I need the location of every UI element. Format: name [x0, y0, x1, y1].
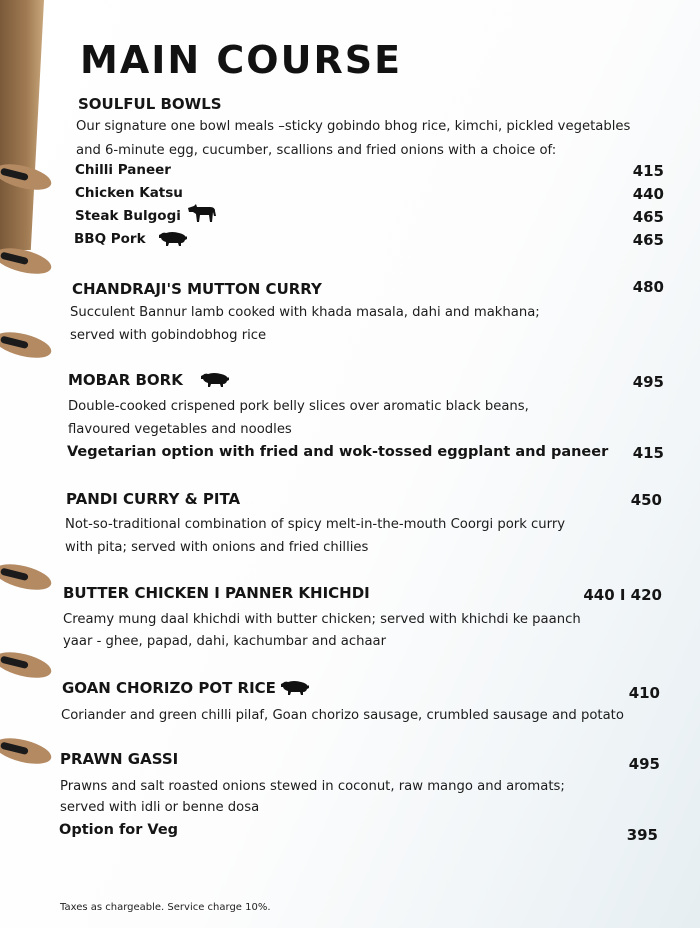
option-label: Chilli Paneer	[75, 162, 171, 178]
dish-description: Our signature one bowl meals –sticky gobindo bhog rice, kimchi, pickled vegetables	[76, 119, 631, 134]
option-label: Steak Bulgogi	[75, 208, 181, 224]
dish-price: 450	[630, 491, 662, 509]
dish-description: Succulent Bannur lamb cooked with khada masala, dahi and makhana;	[70, 305, 540, 320]
dish-price: 440 I 420	[583, 586, 662, 604]
cow-icon	[186, 202, 218, 228]
pig-icon	[280, 678, 310, 700]
dish-description: served with gobindobhog rice	[70, 328, 267, 343]
dish-description: Creamy mung daal khichdi with butter chicken; served with khichdi ke paanch	[63, 612, 581, 627]
dish-price: 480	[632, 278, 664, 296]
dish-price: 495	[632, 373, 664, 391]
dish-price: 410	[628, 684, 660, 702]
footer-note: Taxes as chargeable. Service charge 10%.	[60, 902, 271, 913]
option-price: 465	[632, 231, 664, 249]
dish-name: SOULFUL BOWLS	[78, 95, 222, 113]
binder-spine	[0, 0, 44, 250]
veg-option-price: 415	[632, 444, 664, 462]
pig-icon	[158, 229, 188, 251]
dish-name: MOBAR BORK	[68, 371, 183, 389]
option-price: 465	[632, 208, 664, 226]
dish-description: yaar - ghee, papad, dahi, kachumbar and achaar	[63, 634, 387, 649]
dish-description: Double-cooked crispened pork belly slices over aromatic black beans,	[68, 399, 529, 414]
dish-name: GOAN CHORIZO POT RICE	[62, 679, 276, 697]
veg-option-price: 395	[626, 826, 658, 844]
dish-name: CHANDRAJI'S MUTTON CURRY	[72, 280, 322, 298]
dish-description: Prawns and salt roasted onions stewed in coconut, raw mango and aromats;	[60, 779, 565, 794]
option-price: 440	[632, 185, 664, 203]
option-label: Chicken Katsu	[75, 185, 183, 201]
dish-price: 495	[628, 755, 660, 773]
dish-description: and 6-minute egg, cucumber, scallions and fried onions with a choice of:	[76, 143, 557, 158]
binder-ring	[0, 327, 54, 362]
option-label: BBQ Pork	[74, 231, 146, 247]
option-price: 415	[632, 162, 664, 180]
pig-icon	[200, 370, 230, 392]
dish-description: with pita; served with onions and fried chillies	[65, 540, 369, 555]
binder-ring	[0, 733, 54, 768]
dish-description: Coriander and green chilli pilaf, Goan chorizo sausage, crumbled sausage and potato	[61, 708, 624, 723]
dish-name: PRAWN GASSI	[60, 750, 179, 768]
binder-ring	[0, 559, 54, 594]
dish-description: Not-so-traditional combination of spicy melt-in-the-mouth Coorgi pork curry	[65, 517, 566, 532]
page-title: MAIN COURSE	[80, 38, 403, 82]
dish-name: PANDI CURRY & PITA	[66, 490, 241, 508]
veg-option: Option for Veg	[59, 822, 179, 838]
dish-name: BUTTER CHICKEN I PANNER KHICHDI	[63, 584, 370, 602]
dish-description: flavoured vegetables and noodles	[68, 422, 292, 437]
binder-ring	[0, 647, 54, 682]
dish-description: served with idli or benne dosa	[60, 800, 260, 815]
veg-option: Vegetarian option with fried and wok-tossed eggplant and paneer	[67, 444, 609, 460]
